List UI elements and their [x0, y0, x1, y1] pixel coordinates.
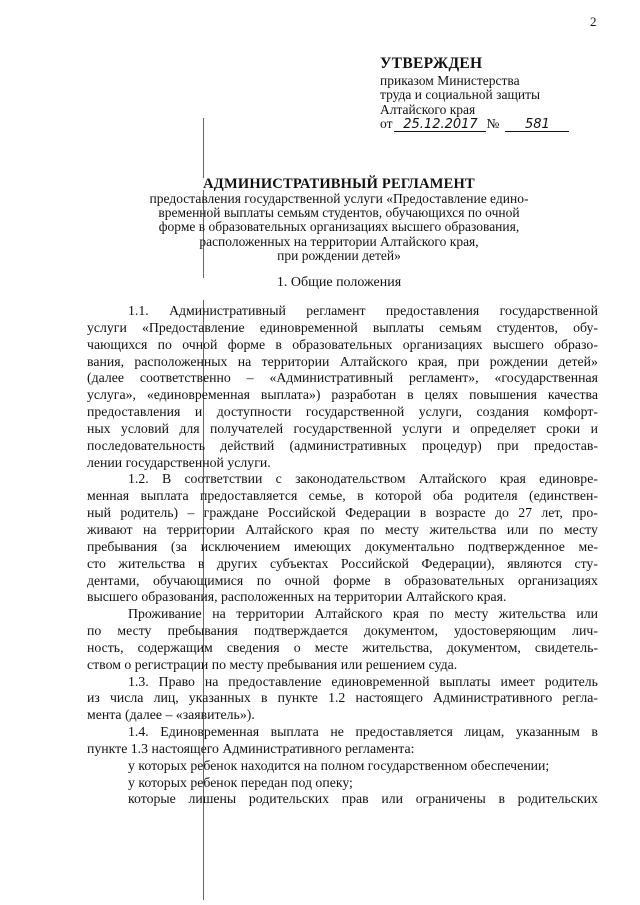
body-line: 1.2. В соответствии с законодательством Алтайского края единовре-	[128, 471, 598, 487]
page-number: 2	[590, 14, 597, 29]
date-prefix: от	[380, 116, 393, 131]
body-line: из числа лиц, указанных в пункте 1.2 настоящего Административного регла-	[87, 690, 598, 706]
body-line: менная выплата предоставляется семье, в которой оба родителя (единствен-	[87, 488, 598, 504]
body-line: пребывания (за исключением имеющих документально подтвержденное ме-	[87, 538, 598, 554]
body-line: 1.4. Единовременная выплата не предоставляется лицам, указанным в	[128, 724, 598, 740]
document-subtitle	[112, 192, 566, 263]
subtitle-line: предоставления государственной услуги «Предоставление едино-	[149, 191, 529, 206]
body-line: услуги «Предоставление единовременной выплаты семьям студентов, обу-	[87, 319, 598, 335]
handwritten-date: 25.12.2017	[394, 118, 486, 132]
approval-line-2: труда и социальной защиты	[380, 87, 541, 102]
subtitle-line: форме в образовательных организациях высшего образования,	[158, 219, 520, 235]
body-line: по месту пребывания подтверждается документом, удостоверяющим лич-	[87, 623, 598, 639]
margin-rule-top	[203, 118, 204, 178]
body-line: последовательность действий (административных процедур) при предостав-	[87, 437, 598, 453]
body-line: ность, содержащим сведения о месте жительства, документом, свидетель-	[87, 639, 598, 655]
body-line: мента (далее – «заявитель»).	[87, 707, 255, 723]
body-line: ных условий для получателей государственной услуги и определяет сроки и	[87, 420, 598, 436]
handwritten-number: 581	[505, 118, 569, 132]
body-line: услуга», «единовременная выплата») разработан в целях повышения качества	[87, 387, 598, 403]
subtitle-line: расположенных на территории Алтайского края,	[199, 233, 479, 249]
body-line: дентами, обучающимися по очной форме в образовательных организациях	[87, 572, 598, 588]
body-line: чающихся по очной форме в образовательных организациях высшего образо-	[87, 336, 598, 352]
body-line: вания, расположенных на территории Алтайского края, при рождении детей»	[87, 353, 598, 369]
document-title: АДМИНИСТРАТИВНЫЙ РЕГЛАМЕНТ	[203, 176, 475, 192]
body-line: 1.1. Административный регламент предоставления государственной	[128, 303, 598, 318]
section-heading: 1. Общие положения	[276, 275, 402, 290]
body-line: 1.3. Право на предоставление единовременной выплаты имеет родитель	[128, 673, 598, 689]
body-line: лении государственной услуги.	[87, 454, 271, 470]
document-body	[87, 303, 598, 808]
subtitle-line: при рождении детей»	[277, 247, 401, 263]
body-line: Проживание на территории Алтайского края по месту жительства или	[128, 606, 598, 622]
approval-stamp	[380, 57, 569, 132]
subtitle-line: временной выплаты семьям студентов, обучающихся по очной	[158, 205, 520, 221]
body-line: предоставления и доступности государственной услуги, создания комфорт-	[87, 404, 598, 420]
body-line: ством о регистрации по месту пребывания или решением суда.	[87, 656, 458, 672]
body-line: у которых ребенок передан под опеку;	[128, 774, 353, 790]
approval-line-1: приказом Министерства	[380, 72, 520, 88]
body-line: ный родитель) – граждане Российской Федерации в возрасте до 27 лет, про-	[87, 505, 598, 521]
body-line: пункте 1.3 настоящего Административного регламента:	[87, 740, 415, 756]
body-line: которые лишены родительских прав или ограничены в родительских	[128, 791, 598, 807]
body-line: сто жительства в других субъектах Российской Федерации), являются сту-	[87, 555, 598, 571]
body-line: живают на территории Алтайского края по месту жительства или по месту	[87, 521, 598, 537]
body-line: у которых ребенок находится на полном государственном обеспечении;	[128, 757, 550, 773]
body-line: высшего образования, расположенных на территории Алтайского края.	[87, 589, 507, 605]
body-line: (далее соответственно – «Административный регламент», «государственная	[87, 370, 598, 386]
order-date-number	[380, 117, 569, 132]
approval-heading: УТВЕРЖДЕН	[380, 55, 483, 72]
approval-line-3: Алтайского края	[380, 101, 476, 117]
number-prefix: №	[486, 116, 500, 131]
